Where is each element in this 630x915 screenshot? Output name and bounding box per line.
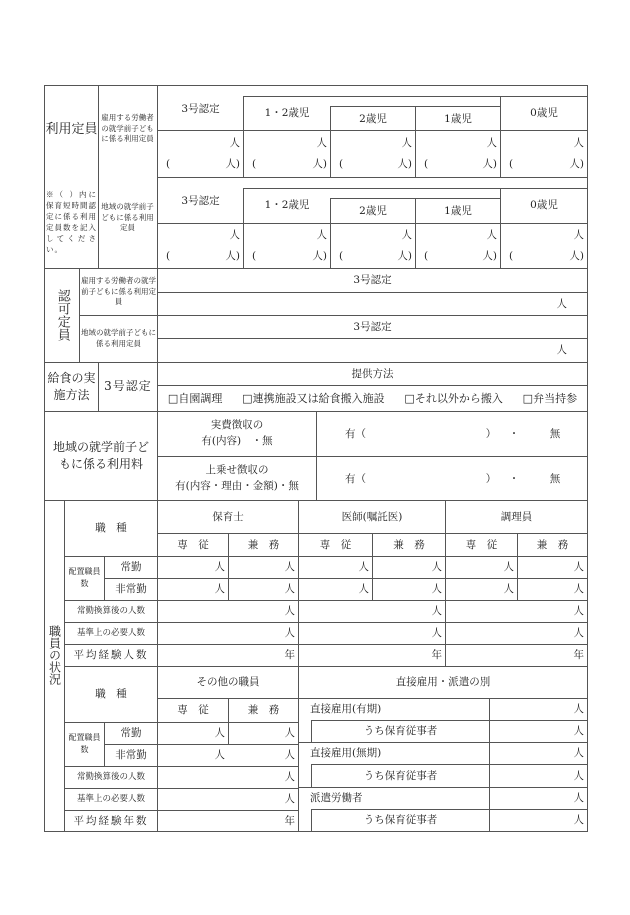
divider [157,177,588,178]
other-concurrent-parttime-input[interactable]: 人 [284,749,295,762]
divider [243,96,588,97]
age1-input[interactable]: 人 [486,136,497,149]
fees-title: 地域の就学前子どもに係る利用料 [52,439,149,471]
fee-actual-yes[interactable]: 有（ [345,427,366,440]
doctor-concurrent-parttime-input[interactable]: 人 [431,583,442,596]
divider [243,188,588,189]
meal-option-other-delivery[interactable]: □それ以外から搬入 [404,392,503,405]
fee-dot: ・ [508,427,520,440]
cert3-input[interactable]: 人 [229,228,240,241]
approved-row-label: 地域の就学前子どもに係る利用定員 [81,327,156,348]
capacity-title: 利用定員 [45,122,98,138]
cook-converted-input[interactable]: 人 [573,605,584,618]
cook-dedicated-fulltime-input[interactable]: 人 [503,561,514,574]
fulltime-label: 常勤 [120,561,142,574]
paren-open: ( [509,157,514,170]
required-label: 基準上の必要人数 [76,628,145,639]
fee-additional-label [158,457,316,500]
paren-open: ( [339,157,344,170]
header-age2: 2歳児 [359,112,387,125]
fee-label-line: 実費徴収の [210,419,264,432]
divider [157,223,588,224]
employment-indefinite-sub-label: うち保育従事者 [363,769,438,782]
fulltime-label: 常勤 [120,727,142,740]
approved-row-label: 雇用する労働者の就学前子どもに係る利用定員 [81,275,156,307]
required-label: 基準上の必要人数 [76,794,145,805]
dedicated-label: 専 従 [319,538,352,551]
paren-open: ( [166,157,171,170]
approved-title: 認可定員 [54,289,70,341]
cook-concurrent-fulltime-input[interactable]: 人 [573,561,584,574]
cook-experience-input[interactable]: 年 [573,649,584,662]
header-age0: 0歳児 [530,198,558,211]
concurrent-label: 兼 務 [247,704,280,717]
header-cert3: 3号認定 [181,102,220,115]
header-age12: 1・2歳児 [264,198,310,211]
job-doctor: 医師(嘱託医) [341,510,403,523]
dedicated-label: 専 従 [177,538,209,551]
approved-header: 3号認定 [353,320,392,333]
other-experience-input[interactable]: 年 [284,814,295,827]
capacity-row-label: 雇用する労働者の就学前子どもに係る利用定員 [101,112,154,144]
paren-open: ( [339,249,344,262]
converted-label: 常勤換算後の人数 [76,772,145,783]
header-cert3: 3号認定 [181,194,220,207]
paren-open: ( [166,249,171,262]
fee-dot: ・ [508,472,520,485]
fee-label-line: 有(内容) ・無 [201,435,273,447]
age0-input[interactable]: 人 [573,228,584,241]
age2-input[interactable]: 人 [401,228,412,241]
age2-short-input[interactable]: 人) [397,157,412,170]
outer-left-border [44,85,45,832]
other-dedicated-parttime-input[interactable]: 人 [214,749,225,762]
age12-short-input[interactable]: 人) [312,157,327,170]
header-age0: 0歳児 [530,106,558,119]
concurrent-label: 兼 務 [247,538,280,551]
fee-additional-yes[interactable]: 有（ [345,472,366,485]
age0-short-input[interactable]: 人) [569,249,584,262]
age1-input[interactable]: 人 [486,228,497,241]
employment-fixed-term-label: 直接雇用(有期) [310,703,382,716]
parttime-label: 非常勤 [115,583,147,596]
meals-cert: 3号認定 [104,379,152,394]
divider [157,130,588,131]
employment-dispatch-input[interactable]: 人 [573,792,584,805]
approved-input[interactable]: 人 [556,297,567,310]
fee-actual-label [158,412,316,456]
approved-header: 3号認定 [353,273,392,286]
meals-title: 給食の実施方法 [47,371,96,402]
cook-concurrent-parttime-input[interactable]: 人 [573,583,584,596]
doctor-dedicated-fulltime-input[interactable]: 人 [358,561,369,574]
cert3-short-input[interactable]: 人) [225,157,240,170]
header-age12: 1・2歳児 [264,106,310,119]
job-other-staff: その他の職員 [196,676,260,689]
age0-input[interactable]: 人 [573,136,584,149]
meal-option-partner-facility[interactable]: □連携施設又は給食搬入施設 [242,392,385,405]
meal-option-bento[interactable]: □弁当持参 [522,392,578,405]
other-dedicated-fulltime-input[interactable]: 人 [214,727,225,740]
age0-short-input[interactable]: 人) [569,157,584,170]
fee-label-line: 有(内容・理由・金額)・無 [175,479,299,492]
job-type-label: 職 種 [95,522,127,535]
paren-open: ( [424,157,429,170]
outer-bottom-border [44,831,588,832]
avg-years-label: 平均経験年数 [73,814,149,827]
employment-indefinite-input[interactable]: 人 [573,747,584,760]
fee-paren-close: ） [485,427,497,440]
dedicated-label: 専 従 [465,538,498,551]
paren-open: ( [252,157,257,170]
paren-open: ( [509,249,514,262]
paren-open: ( [252,249,257,262]
employment-fixed-term-input[interactable]: 人 [573,703,584,716]
employment-fixed-term-sub-input[interactable]: 人 [573,725,584,738]
placement-label: 配置職員数 [68,567,101,588]
employment-dispatch-sub-label: うち保育従事者 [363,814,438,827]
avg-experience-label: 平均経験人数 [73,649,149,662]
nurse-dedicated-fulltime-input[interactable]: 人 [214,561,225,574]
doctor-required-input[interactable]: 人 [431,627,442,640]
cert3-input[interactable]: 人 [229,136,240,149]
nurse-experience-input[interactable]: 年 [284,649,295,662]
meals-options [158,386,587,410]
nurse-concurrent-parttime-input[interactable]: 人 [284,583,295,596]
doctor-converted-input[interactable]: 人 [431,605,442,618]
doctor-experience-input[interactable]: 年 [431,649,442,662]
other-required-input[interactable]: 人 [284,793,295,806]
employment-fixed-term-sub-label: うち保育従事者 [363,725,438,738]
header-age1: 1歳児 [444,112,472,125]
age1-short-input[interactable]: 人) [482,249,497,262]
employment-dispatch-sub-input[interactable]: 人 [573,814,584,827]
employment-indefinite-sub-input[interactable]: 人 [573,769,584,782]
converted-label: 常勤換算後の人数 [76,606,145,617]
age2-input[interactable]: 人 [401,136,412,149]
employment-header: 直接雇用・派遣の別 [395,676,491,689]
job-nursery-teacher: 保育士 [212,510,244,523]
header-age2: 2歳児 [359,204,387,217]
concurrent-label: 兼 務 [393,538,425,551]
nurse-converted-input[interactable]: 人 [284,605,295,618]
outer-top-border [44,85,588,86]
meal-option-own-kitchen[interactable]: □自園調理 [167,392,223,405]
concurrent-label: 兼 務 [536,538,569,551]
nurse-concurrent-fulltime-input[interactable]: 人 [284,561,295,574]
parttime-label: 非常勤 [115,749,147,762]
job-cook: 調理員 [500,510,533,523]
nurse-dedicated-parttime-input[interactable]: 人 [214,583,225,596]
divider [98,85,99,268]
job-type-label: 職 種 [95,688,127,701]
header-age1: 1歳児 [444,204,472,217]
age12-input[interactable]: 人 [316,136,327,149]
cook-required-input[interactable]: 人 [573,627,584,640]
doctor-dedicated-parttime-input[interactable]: 人 [358,583,369,596]
fee-actual-no[interactable]: 無 [549,427,561,440]
age12-input[interactable]: 人 [316,228,327,241]
other-concurrent-fulltime-input[interactable]: 人 [284,727,295,740]
age1-short-input[interactable]: 人) [482,157,497,170]
paren-open: ( [424,249,429,262]
capacity-row-label: 地域の就学前子どもに係る利用定員 [101,201,154,233]
placement-label: 配置職員数 [68,733,101,754]
employment-indefinite-label: 直接雇用(無期) [310,747,382,760]
fee-additional-no[interactable]: 無 [549,472,561,485]
age12-short-input[interactable]: 人) [312,249,327,262]
doctor-concurrent-fulltime-input[interactable]: 人 [431,561,442,574]
dedicated-label: 専 従 [177,704,209,717]
employment-dispatch-label: 派遣労働者 [310,792,363,805]
fee-label-line: 上乗せ徴収の [205,463,269,476]
approved-input[interactable]: 人 [556,343,567,356]
nurse-required-input[interactable]: 人 [284,627,295,640]
age2-short-input[interactable]: 人) [397,249,412,262]
fee-paren-close: ） [485,472,497,485]
cook-dedicated-parttime-input[interactable]: 人 [503,583,514,596]
meals-header: 提供方法 [351,367,394,380]
other-converted-input[interactable]: 人 [284,771,295,784]
staff-title: 職員の状況 [47,625,62,685]
capacity-note: ※（ ）内に保育短時間認定に係る利用定員数を記入してください。 [46,190,97,254]
cert3-short-input[interactable]: 人) [225,249,240,262]
